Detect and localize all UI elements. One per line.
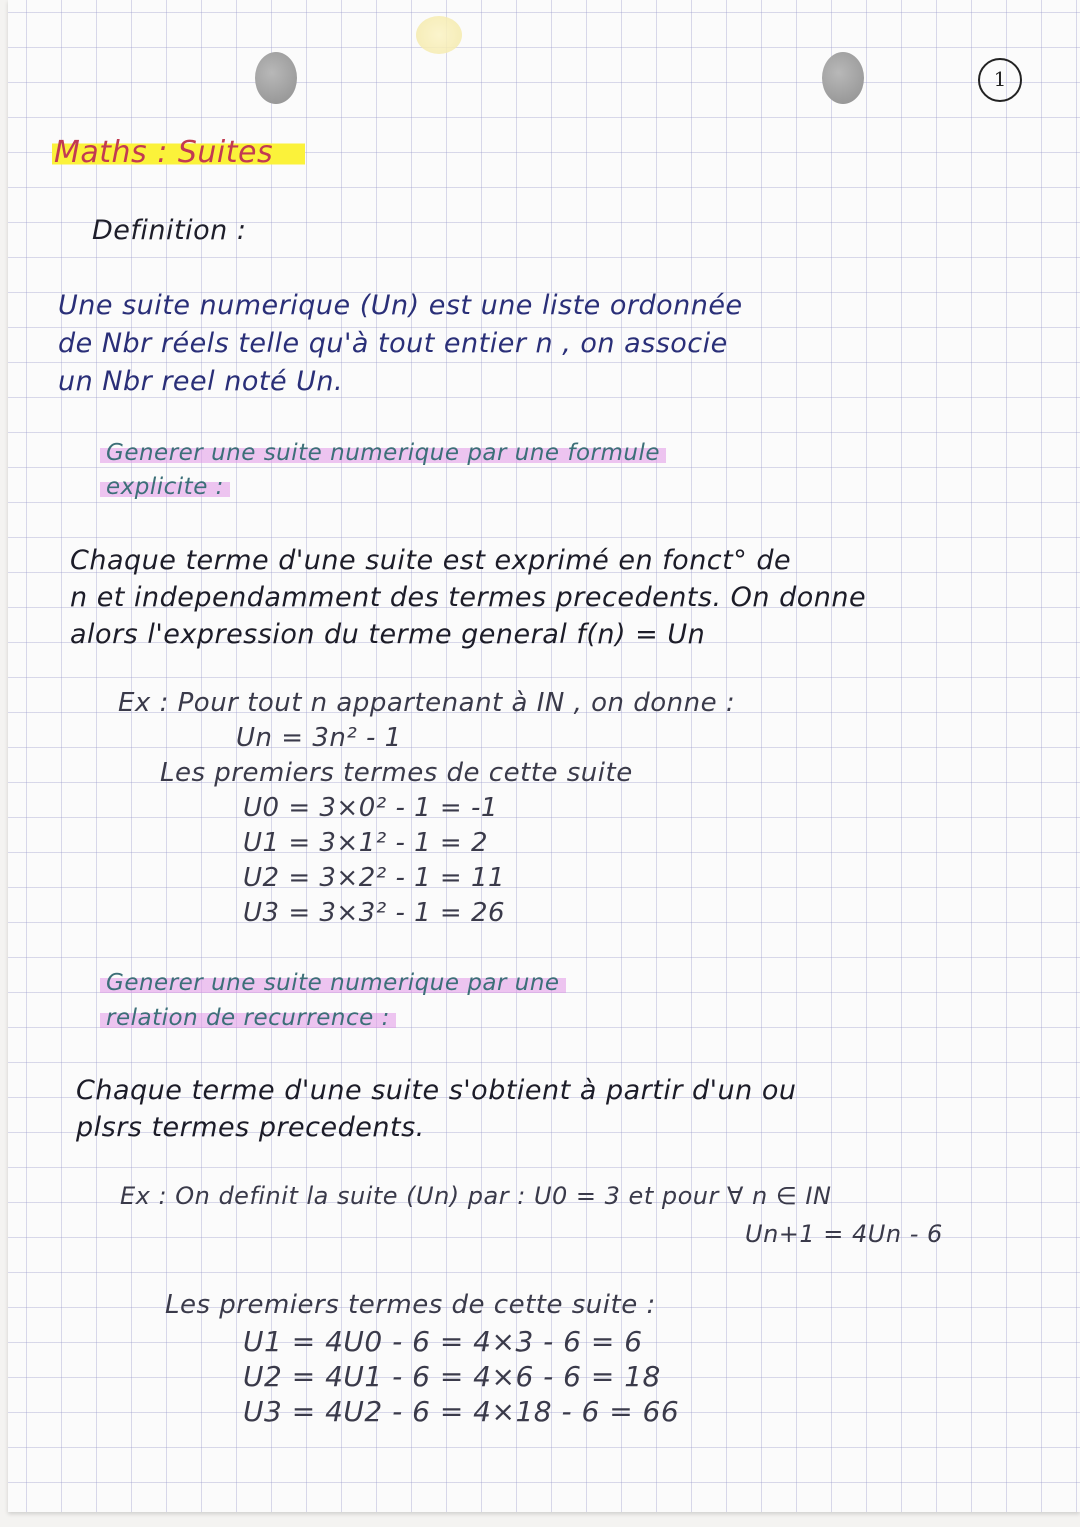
explicit-terms-intro: Les premiers termes de cette suite — [160, 758, 633, 788]
page-title: Maths : Suites — [52, 135, 305, 170]
recurrence-term-2: U2 = 4U1 - 6 = 4×6 - 6 = 18 — [243, 1360, 661, 1393]
recurrence-terms-intro: Les premiers termes de cette suite : — [165, 1290, 656, 1320]
recurrence-heading-line-2 — [100, 1005, 396, 1031]
recurrence-body-line-2: plsrs termes precedents. — [76, 1112, 425, 1143]
explicit-heading-text-2: explicite : — [100, 474, 230, 500]
explicit-body-line-1: Chaque terme d'une suite est exprimé en fonct° de — [70, 545, 792, 576]
explicit-term-1: U1 = 3×1² - 1 = 2 — [243, 828, 488, 858]
definition-line-1: Une suite numerique (Un) est une liste ordonnée — [58, 290, 743, 321]
explicit-example-formula: Un = 3n² - 1 — [236, 723, 402, 753]
explicit-heading-line-1 — [100, 440, 666, 466]
recurrence-heading-text-2: relation de recurrence : — [100, 1005, 396, 1031]
binder-hole-right — [822, 52, 864, 104]
recurrence-term-3: U3 = 4U2 - 6 = 4×18 - 6 = 66 — [243, 1395, 680, 1428]
highlighter-mark — [416, 16, 462, 54]
explicit-term-0: U0 = 3×0² - 1 = -1 — [243, 793, 498, 823]
recurrence-heading-text-1: Generer une suite numerique par une — [100, 970, 566, 996]
explicit-example-intro: Ex : Pour tout n appartenant à IN , on donne : — [118, 688, 736, 718]
recurrence-example-formula: Un+1 = 4Un - 6 — [745, 1220, 943, 1248]
recurrence-term-1: U1 = 4U0 - 6 = 4×3 - 6 = 6 — [243, 1325, 643, 1358]
explicit-body-line-3: alors l'expression du terme general f(n) = Un — [70, 619, 706, 650]
recurrence-example-intro: Ex : On definit la suite (Un) par : U0 = 3 et pour ∀ n ∈ IN — [120, 1182, 832, 1210]
explicit-heading-line-2 — [100, 474, 230, 500]
definition-line-3: un Nbr reel noté Un. — [58, 366, 344, 397]
definition-heading: Definition : — [92, 215, 247, 246]
binder-hole-left — [255, 52, 297, 104]
page-number-badge: 1 — [978, 58, 1022, 102]
explicit-term-2: U2 = 3×2² - 1 = 11 — [243, 863, 506, 893]
recurrence-heading-line-1 — [100, 970, 566, 996]
explicit-term-3: U3 = 3×3² - 1 = 26 — [243, 898, 506, 928]
explicit-body-line-2: n et independamment des termes precedents. On donne — [70, 582, 867, 613]
recurrence-body-line-1: Chaque terme d'une suite s'obtient à partir d'un ou — [76, 1075, 797, 1106]
explicit-heading-text-1: Generer une suite numerique par une formule — [100, 440, 666, 466]
definition-line-2: de Nbr réels telle qu'à tout entier n , on associe — [58, 328, 728, 359]
